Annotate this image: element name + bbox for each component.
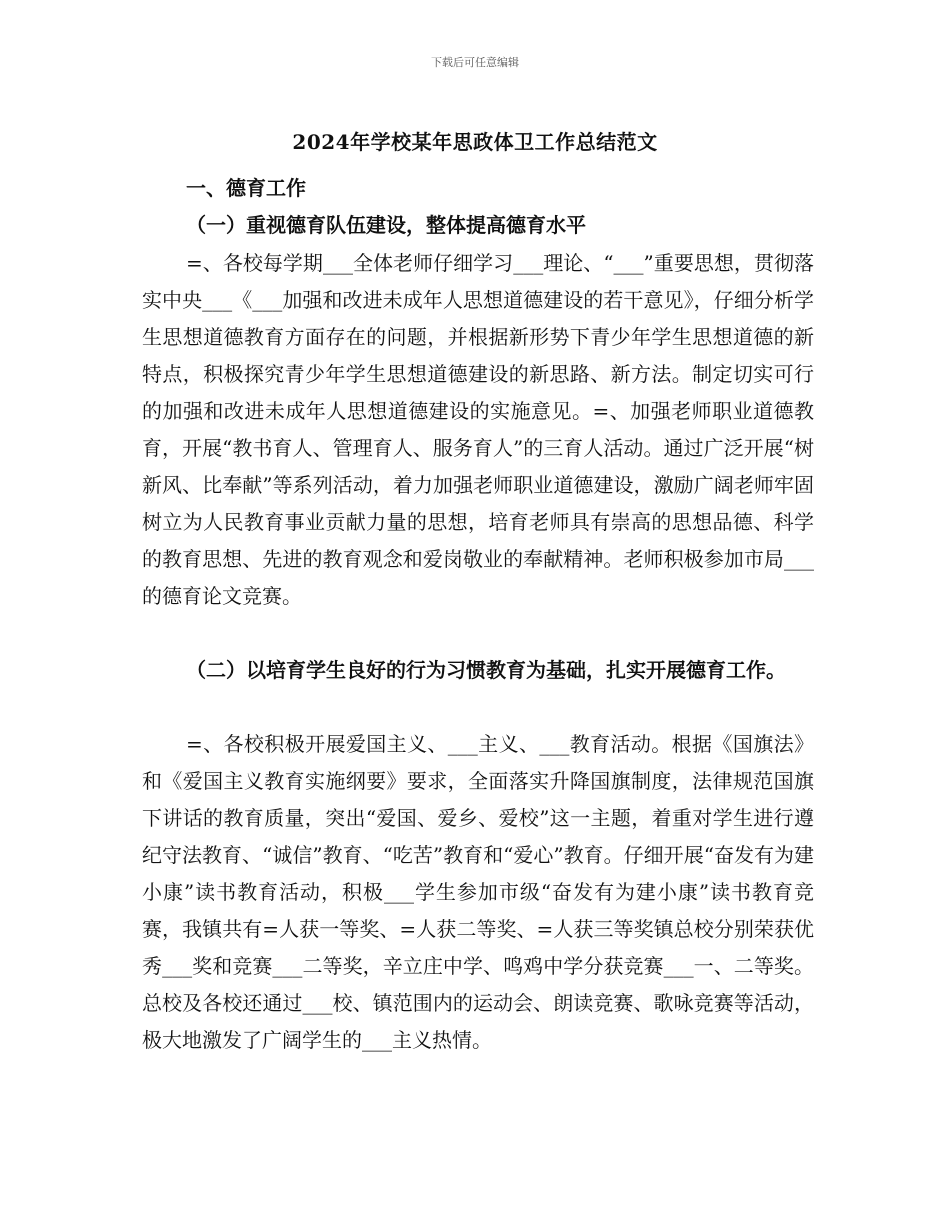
subsection-heading-1-text: （一）重视德育队伍建设，整体提高德育水平 [186,213,586,237]
header-note: 下载后可任意编辑 [431,56,519,69]
document-title: 2024年学校某年思政体卫工作总结范文 [292,130,658,154]
body-paragraph-1: =、各校每学期___全体老师仔细学习___理论、“___”重要思想，贯彻落实中央___《___加强和改进未成年人思想道德建设的若干意见》，仔细分析学生思想道德教育方面存在的问题，并根据新形势下青少年学生思想道德的新特点，积极探究青少年学生思想道德建设的新思路、新方法。制定切实可行的加强和改进未成年人思想道德建设的实施意见。=、加强老师职业道德教育，开展“教书育人、管理育人、服务育人”的三育人活动。通过广泛开展“树新风、比奉献”等系列活动，着力加强老师职业道德建设，激励广阔老师牢固树立为人民教育事业贡献力量的思想，培育老师具有崇高的思想品德、科学的教育思想、先进的教育观念和爱岗敬业的奉献精神。老师积极参加市局___的德育论文竞赛。 [142,251,814,608]
section-heading-moral-education: 一、德育工作 [186,176,306,200]
subsection-heading-1 [186,209,586,238]
subsection-heading-2: （二）以培育学生良好的行为习惯教育为基础，扎实开展德育工作。 [186,658,786,682]
body-paragraph-2: =、各校积极开展爱国主义、___主义、___教育活动。根据《国旗法》和《爱国主义教育实施纲要》要求，全面落实升降国旗制度，法律规范国旗下讲话的教育质量，突出“爱国、爱乡、爱校”这一主题，着重对学生进行遵纪守法教育、“诚信”教育、“吃苦”教育和“爱心”教育。仔细开展“奋发有为建小康”读书教育活动，积极___学生参加市级“奋发有为建小康”读书教育竞赛，我镇共有=人获一等奖、=人获二等奖、=人获三等奖镇总校分别荣获优秀___奖和竞赛___二等奖，辛立庄中学、鸣鸡中学分获竞赛___一、二等奖。总校及各校还通过___校、镇范围内的运动会、朗读竞赛、歌咏竞赛等活动，极大地激发了广阔学生的___主义热情。 [142,732,814,1052]
